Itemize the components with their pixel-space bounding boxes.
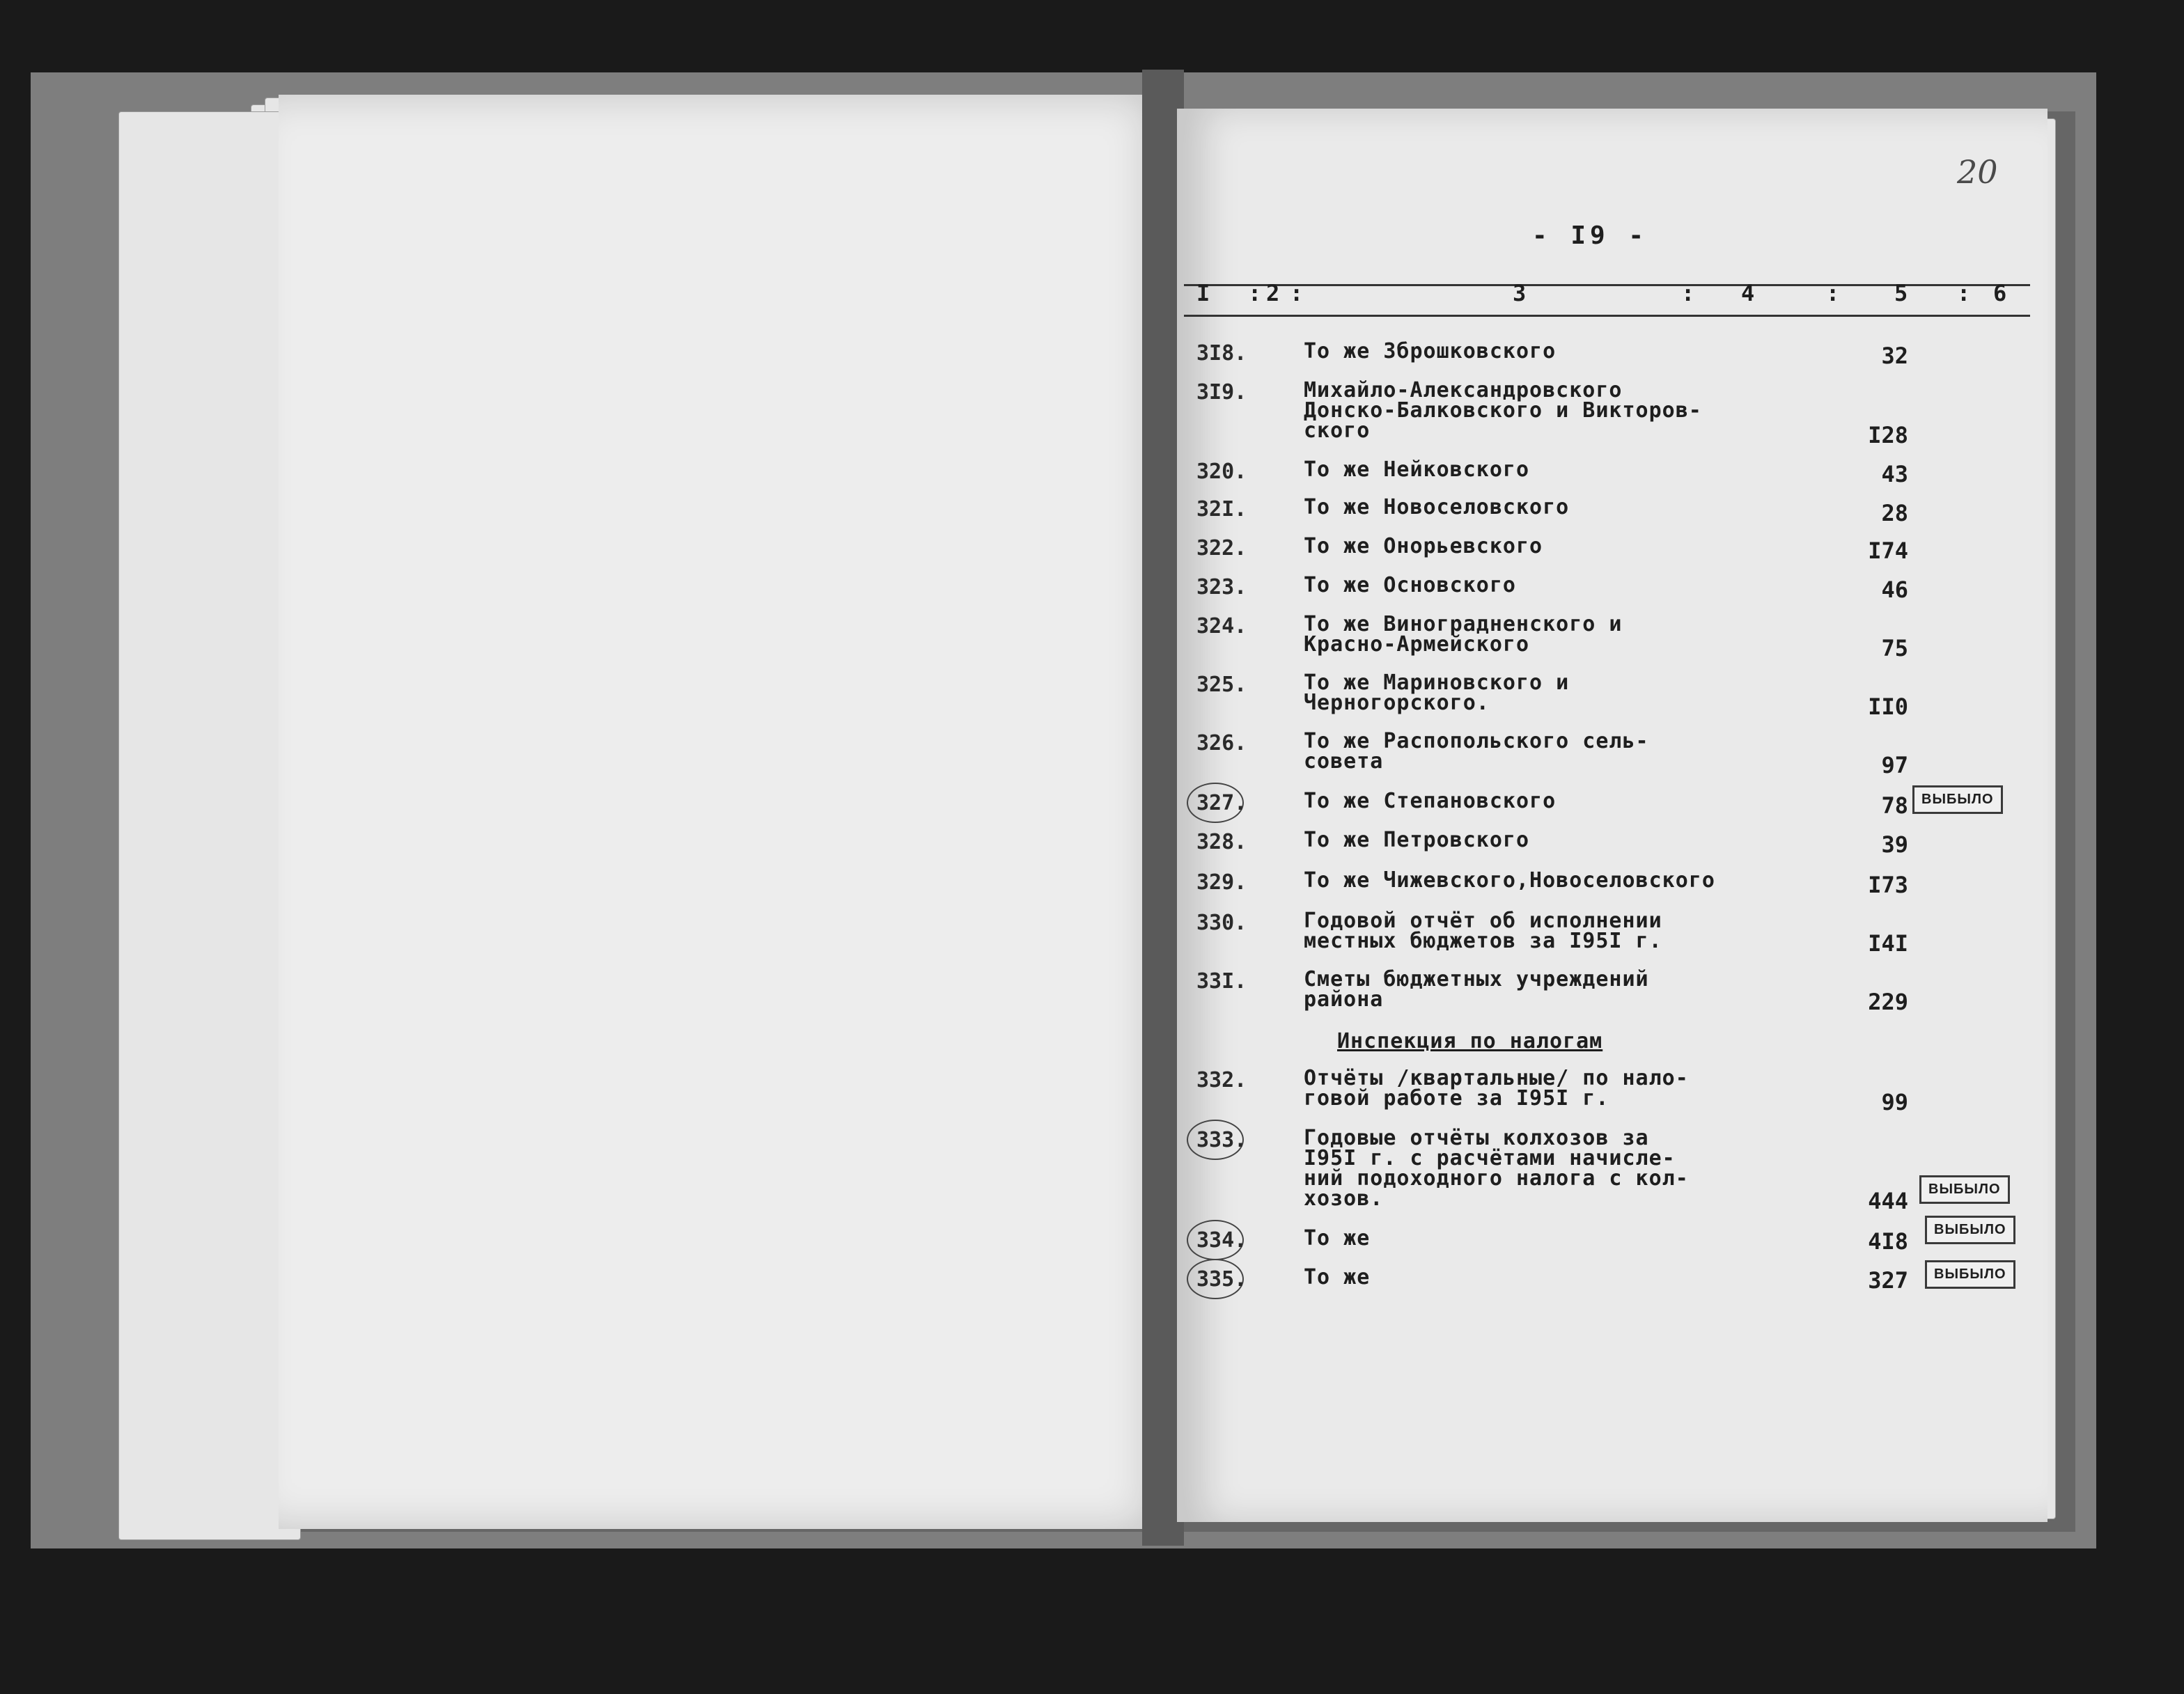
column-header: 6: [1993, 280, 2007, 306]
row-quantity: I4I: [1868, 930, 1908, 957]
row-quantity: 97: [1881, 752, 1908, 778]
row-number: 323.: [1196, 575, 1247, 599]
row-number: 3I9.: [1196, 380, 1247, 405]
row-title: То же Петровского: [1304, 828, 1530, 852]
row-quantity: 99: [1881, 1089, 1908, 1115]
right-page: [1177, 109, 2048, 1522]
column-header: 2: [1266, 280, 1280, 306]
column-separator: :: [1826, 280, 1840, 306]
section-heading: Инспекция по налогам: [1337, 1029, 1603, 1053]
row-title: То же: [1304, 1265, 1371, 1289]
row-number: 328.: [1196, 830, 1247, 854]
column-separator: :: [1290, 280, 1304, 306]
row-number: 33I.: [1196, 969, 1247, 994]
row-number: 32I.: [1196, 497, 1247, 521]
row-quantity: 46: [1881, 577, 1908, 603]
row-number: 325.: [1196, 673, 1247, 697]
row-title: То же Нейковского: [1304, 457, 1530, 482]
row-quantity: 39: [1881, 831, 1908, 858]
row-quantity: 444: [1868, 1188, 1908, 1214]
row-number: 320.: [1196, 460, 1247, 484]
row-title: Сметы бюджетных учреждений района: [1304, 967, 1649, 1012]
row-number: 335.: [1196, 1267, 1247, 1292]
column-header: 5: [1894, 280, 1908, 306]
folio-number: 20: [1957, 153, 1998, 191]
row-quantity: 75: [1881, 635, 1908, 661]
row-number: 322.: [1196, 536, 1247, 560]
left-page: [279, 95, 1177, 1529]
row-quantity: I73: [1868, 872, 1908, 898]
withdrawn-stamp: ВЫБЫЛО: [1925, 1260, 2015, 1289]
row-quantity: 78: [1881, 792, 1908, 819]
row-number: 3I8.: [1196, 341, 1247, 366]
column-header: I: [1196, 280, 1210, 306]
row-number: 327.: [1196, 791, 1247, 815]
row-title: То же Виноградненского и Красно-Армейского: [1304, 612, 1623, 657]
column-separator: :: [1681, 280, 1695, 306]
row-number: 329.: [1196, 870, 1247, 895]
row-title: Годовой отчёт об исполнении местных бюджетов за I95I г.: [1304, 909, 1662, 953]
row-number: 334.: [1196, 1228, 1247, 1253]
row-title: То же Степановского: [1304, 789, 1557, 813]
row-quantity: 43: [1881, 461, 1908, 487]
row-title: То же Чижевского,Новоселовского: [1304, 868, 1715, 893]
row-title: Годовые отчёты колхозов за I95I г. с расчётами начисле- ний подоходного налога с кол- хозов.: [1304, 1126, 1689, 1211]
column-separator: :: [1957, 280, 1971, 306]
table-rule-bottom: [1184, 315, 2030, 317]
row-number: 324.: [1196, 614, 1247, 638]
row-quantity: 28: [1881, 500, 1908, 526]
row-quantity: 4I8: [1868, 1228, 1908, 1255]
row-quantity: I74: [1868, 538, 1908, 564]
row-number: 326.: [1196, 731, 1247, 755]
column-separator: :: [1248, 280, 1262, 306]
row-quantity: II0: [1868, 693, 1908, 720]
row-quantity: 32: [1881, 343, 1908, 369]
withdrawn-stamp: ВЫБЫЛО: [1925, 1216, 2015, 1244]
row-title: То же Онорьевского: [1304, 534, 1543, 558]
withdrawn-stamp: ВЫБЫЛО: [1919, 1175, 2010, 1204]
row-title: То же Мариновского и Черногорского.: [1304, 670, 1570, 715]
row-quantity: 229: [1868, 989, 1908, 1015]
row-quantity: I28: [1868, 422, 1908, 448]
row-number: 332.: [1196, 1068, 1247, 1092]
page-header: - I9 -: [1532, 221, 1648, 250]
row-title: То же Новоселовского: [1304, 495, 1570, 519]
row-title: Отчёты /квартальные/ по нало- говой работе за I95I г.: [1304, 1066, 1689, 1111]
row-title: Михайло-Александровского Донско-Балковского и Викторов- ского: [1304, 378, 1702, 443]
withdrawn-stamp: ВЫБЫЛО: [1912, 785, 2003, 814]
row-number: 330.: [1196, 911, 1247, 935]
column-header: 3: [1513, 280, 1527, 306]
row-title: То же Распопольского сель- совета: [1304, 729, 1649, 774]
page-edge: [118, 111, 301, 1540]
row-quantity: 327: [1868, 1267, 1908, 1294]
row-title: То же Основского: [1304, 573, 1516, 597]
row-number: 333.: [1196, 1128, 1247, 1152]
row-title: То же: [1304, 1226, 1371, 1250]
column-header: 4: [1741, 280, 1755, 306]
row-title: То же Зброшковского: [1304, 339, 1557, 363]
